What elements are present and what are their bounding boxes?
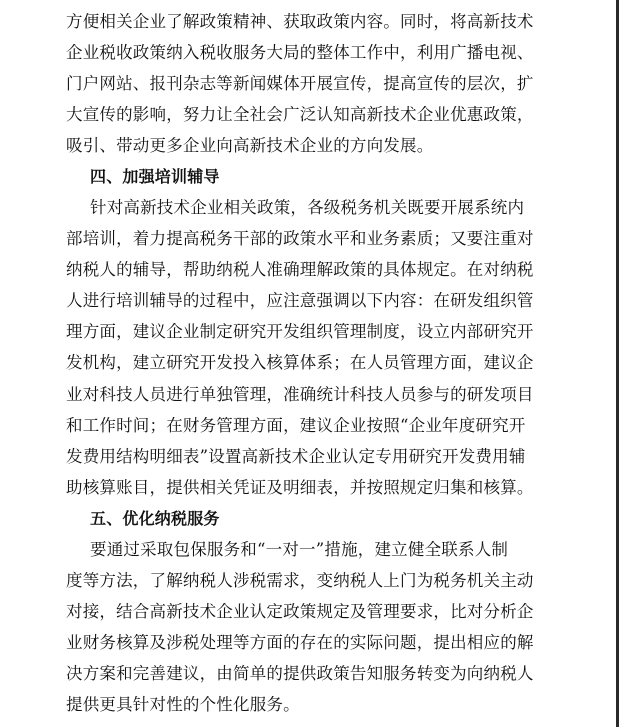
paragraph-2-line-8: 和工作时间；在财务管理方面，建议企业按照“企业年度研究开 xyxy=(66,415,526,435)
paragraph-2-line-3: 纳税人的辅导，帮助纳税人准确理解政策的具体规定。在对纳税 xyxy=(66,260,534,280)
paragraph-3-line-5: 决方案和完善建议，由简单的提供政策告知服务转变为向纳税人 xyxy=(66,663,534,683)
paragraph-2-line-9: 发费用结构明细表”设置高新技术企业认定专用研究开发费用辅 xyxy=(66,446,526,466)
paragraph-1-line-1: 方便相关企业了解政策精神、获取政策内容。同时，将高新技术 xyxy=(66,12,534,31)
paragraph-2-line-7: 业对科技人员进行单独管理，准确统计科技人员参与的研发项目 xyxy=(66,384,534,404)
paragraph-2-line-5: 理方面，建议企业制定研究开发组织管理制度，设立内部研究开 xyxy=(66,322,534,342)
paragraph-3-line-2: 度等方法，了解纳税人涉税需求，变纳税人上门为税务机关主动 xyxy=(66,570,534,590)
paragraph-2-line-4: 人进行培训辅导的过程中，应注意强调以下内容：在研发组织管 xyxy=(66,291,534,311)
paragraph-1-line-5: 吸引、带动更多企业向高新技术企业的方向发展。 xyxy=(66,136,434,156)
paragraph-2-line-6: 发机构，建立研究开发投入核算体系；在人员管理方面，建议企 xyxy=(66,353,534,373)
paragraph-3-line-4: 业财务核算及涉税处理等方面的存在的实际问题，提出相应的解 xyxy=(66,632,534,652)
section-5-heading: 五、优化纳税服务 xyxy=(90,508,220,528)
paragraph-3-line-6: 提供更具针对性的个性化服务。 xyxy=(66,694,300,714)
paragraph-2-line-1: 针对高新技术企业相关政策，各级税务机关既要开展系统内 xyxy=(90,198,525,218)
paragraph-2-line-10: 助核算账目，提供相关凭证及明细表，并按照规定归集和核算。 xyxy=(66,477,534,497)
paragraph-3-line-3: 对接，结合高新技术企业认定政策规定及管理要求，比对分析企 xyxy=(66,601,534,621)
paragraph-1-line-4: 大宣传的影响，努力让全社会广泛认知高新技术企业优惠政策， xyxy=(66,105,534,125)
paragraph-1-line-2: 企业税收政策纳入税收服务大局的整体工作中，利用广播电视、 xyxy=(66,43,534,63)
section-4-heading: 四、加强培训辅导 xyxy=(90,167,220,187)
paragraph-1-line-3: 门户网站、报刊杂志等新闻媒体开展宣传，提高宣传的层次，扩 xyxy=(66,74,534,94)
paragraph-2-line-2: 部培训，着力提高税务干部的政策水平和业务素质；又要注重对 xyxy=(66,229,534,249)
paragraph-3-line-1: 要通过采取包保服务和“一对一”措施，建立健全联系人制 xyxy=(90,539,509,559)
